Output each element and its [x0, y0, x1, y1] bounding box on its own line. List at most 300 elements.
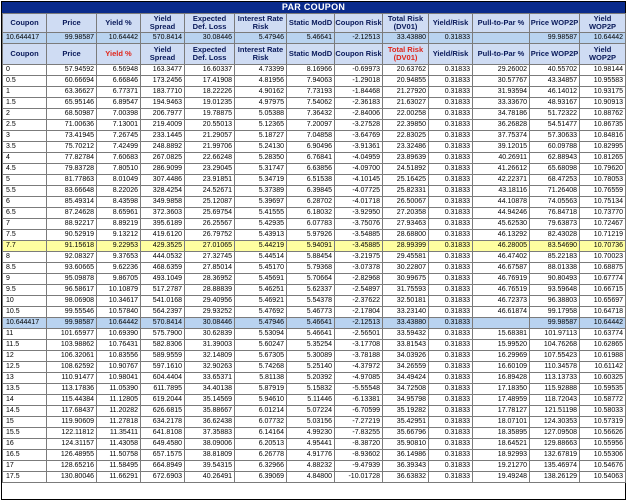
table-cell: 4.91776: [287, 450, 335, 461]
table-cell: 4: [3, 153, 47, 164]
table-cell: 5.03156: [287, 417, 335, 428]
table-cell: 65.95146: [47, 98, 97, 109]
table-cell: 13: [3, 373, 47, 384]
table-cell: 43.18116: [473, 186, 530, 197]
table-cell: 31.75593: [383, 285, 429, 296]
table-cell: 21.27920: [383, 87, 429, 98]
table-cell: 11: [3, 329, 47, 340]
table-cell: 21.99706: [185, 142, 235, 153]
table-cell: 40.26911: [473, 153, 530, 164]
table-cell: 10.54063: [580, 472, 626, 483]
table-cell: 122.11812: [47, 428, 97, 439]
table-cell: 46.47402: [473, 252, 530, 263]
table-cell: 32.90263: [185, 362, 235, 373]
table-cell: 575.7900: [141, 329, 185, 340]
table-row: [3, 142, 626, 153]
table-cell: 35.19282: [383, 406, 429, 417]
table-cell: 30.99675: [383, 274, 429, 285]
table-row: [3, 208, 626, 219]
table-cell: 5.46641: [287, 318, 335, 329]
table-cell: 10.55306: [580, 450, 626, 461]
table-cell: 5.34719: [235, 175, 287, 186]
table-cell: 115.92888: [530, 384, 580, 395]
table-cell: 286.9099: [141, 164, 185, 175]
table-cell: 10.64442: [580, 33, 626, 44]
table-cell: 35.14569: [185, 395, 235, 406]
table-cell: 106.32061: [47, 351, 97, 362]
table-cell: 101.65977: [47, 329, 97, 340]
table-cell: 31.39003: [185, 340, 235, 351]
table-cell: 5.74268: [235, 362, 287, 373]
table-cell: 115.44384: [47, 395, 97, 406]
table-cell: 19.21270: [473, 461, 530, 472]
table-cell: 0.31833: [429, 318, 473, 329]
table-cell: 33.33670: [473, 98, 530, 109]
table-cell: 6.20513: [235, 439, 287, 450]
table-cell: -3.27528: [335, 120, 383, 131]
table-cell: 0.31833: [429, 362, 473, 373]
table-cell: 28.88839: [185, 285, 235, 296]
table-cell: 31.93594: [473, 87, 530, 98]
table-cell: 36.63832: [383, 472, 429, 483]
table-cell: 45.62530: [473, 219, 530, 230]
table-cell: 85.49314: [47, 197, 97, 208]
table-cell: 17.48959: [473, 395, 530, 406]
table-cell: 63.36627: [47, 87, 97, 98]
table-cell: 657.1575: [141, 450, 185, 461]
table-cell: 5.11446: [287, 395, 335, 406]
table-cell: 99.98587: [47, 318, 97, 329]
table-cell: 99.98587: [47, 33, 97, 44]
table-cell: 664.8949: [141, 461, 185, 472]
table-cell: 10.64442: [97, 33, 141, 44]
table-cell: 19.49248: [473, 472, 530, 483]
table-cell: 34.26559: [383, 362, 429, 373]
table-row: [3, 87, 626, 98]
table-cell: 4.73399: [235, 65, 287, 76]
table-cell: 12: [3, 351, 47, 362]
table-cell: 10.644417: [3, 33, 47, 44]
table-cell: 44.10878: [473, 197, 530, 208]
table-cell: 38.81809: [185, 450, 235, 461]
table-cell: 85.22183: [530, 252, 580, 263]
table-cell: 0.31833: [429, 406, 473, 417]
table-cell: 9.62236: [97, 263, 141, 274]
table-cell: 4.84800: [287, 472, 335, 483]
table-cell: 5.47692: [235, 307, 287, 318]
table-cell: 248.8892: [141, 142, 185, 153]
column-header: Yield/Risk: [429, 14, 473, 33]
highlighted-row: [3, 241, 626, 252]
table-cell: 18.92993: [473, 450, 530, 461]
table-row: [3, 120, 626, 131]
table-cell: 349.9858: [141, 197, 185, 208]
table-cell: 10.86735: [580, 120, 626, 131]
table-cell: 79.63873: [530, 219, 580, 230]
table-cell: 44.94246: [473, 208, 530, 219]
table-cell: 95.09878: [47, 274, 97, 285]
table-cell: 33.43880: [383, 318, 429, 329]
table-cell: 5.30089: [287, 351, 335, 362]
table-cell: 6.07783: [287, 219, 335, 230]
table-cell: 649.4580: [141, 439, 185, 450]
table-cell: 7.04858: [287, 131, 335, 142]
table-cell: 0.31833: [429, 329, 473, 340]
table-cell: 38.09006: [185, 439, 235, 450]
table-cell: 7.00398: [97, 109, 141, 120]
table-cell: 10.63774: [580, 329, 626, 340]
table-cell: 4.95441: [287, 439, 335, 450]
table-cell: 25.82331: [383, 186, 429, 197]
table-cell: 16.60337: [185, 65, 235, 76]
table-cell: 5.88454: [287, 252, 335, 263]
table-cell: 5.35254: [287, 340, 335, 351]
table-cell: -3.45885: [335, 241, 383, 252]
table-cell: 5: [3, 175, 47, 186]
table-cell: 6.51538: [287, 175, 335, 186]
table-cell: 6.5: [3, 208, 47, 219]
table-cell: 173.2456: [141, 76, 185, 87]
table-cell: 74.05563: [530, 197, 580, 208]
table-cell: 626.6815: [141, 406, 185, 417]
table-row: [3, 219, 626, 230]
column-header: Price: [47, 44, 97, 65]
table-cell: -3.75076: [335, 219, 383, 230]
table-row: [3, 340, 626, 351]
table-cell: 10.64442: [580, 318, 626, 329]
table-row: [3, 296, 626, 307]
table-cell: 30.08446: [185, 33, 235, 44]
table-cell: 16.89428: [473, 373, 530, 384]
table-cell: 99.17958: [530, 307, 580, 318]
table-cell: 5.47946: [235, 318, 287, 329]
table-row: [3, 384, 626, 395]
table-cell: 0.31833: [429, 208, 473, 219]
table-cell: 82.43028: [530, 230, 580, 241]
table-cell: 17.5: [3, 472, 47, 483]
header-row-secondary: [3, 44, 626, 65]
table-row: [3, 197, 626, 208]
table-cell: 10.81265: [580, 153, 626, 164]
table-cell: 33.65371: [185, 373, 235, 384]
table-cell: 118.72043: [530, 395, 580, 406]
table-cell: 10.59535: [580, 384, 626, 395]
table-cell: 29.40956: [185, 296, 235, 307]
table-cell: 34.72508: [383, 384, 429, 395]
table-cell: -7.83255: [335, 428, 383, 439]
table-cell: 10.66715: [580, 285, 626, 296]
table-cell: 0.31833: [429, 340, 473, 351]
table-cell: 328.4254: [141, 186, 185, 197]
par-coupon-sheet: [1, 1, 626, 500]
table-cell: 87.24628: [47, 208, 97, 219]
table-cell: 10.79620: [580, 164, 626, 175]
table-cell: 6.07732: [235, 417, 287, 428]
table-cell: 22.00258: [383, 109, 429, 120]
table-cell: 0.31833: [429, 219, 473, 230]
table-cell: 163.3477: [141, 65, 185, 76]
table-cell: 30.57767: [473, 76, 530, 87]
table-cell: 5.60247: [235, 340, 287, 351]
table-cell: 10.76559: [580, 186, 626, 197]
table-cell: 34.49424: [383, 373, 429, 384]
table-cell: 71.00636: [47, 120, 97, 131]
column-header: Interest Rate Risk: [235, 14, 287, 33]
table-cell: 20.94855: [383, 76, 429, 87]
par-coupon-table: [2, 13, 626, 483]
table-cell: 25.69754: [185, 208, 235, 219]
table-cell: 8.89219: [97, 219, 141, 230]
table-cell: -7.27219: [335, 417, 383, 428]
table-cell: 641.8108: [141, 428, 185, 439]
table-cell: -3.54885: [335, 230, 383, 241]
table-cell: 9.86705: [97, 274, 141, 285]
table-cell: 35.90810: [383, 439, 429, 450]
table-cell: 30.22807: [383, 263, 429, 274]
table-cell: 24.52671: [185, 186, 235, 197]
table-cell: 46.72373: [473, 296, 530, 307]
table-cell: 5.45691: [235, 274, 287, 285]
table-cell: 517.2787: [141, 285, 185, 296]
table-cell: 10.95583: [580, 76, 626, 87]
table-cell: 23.89639: [383, 153, 429, 164]
table-cell: 20.63762: [383, 65, 429, 76]
table-row: [3, 274, 626, 285]
table-cell: 62.88943: [530, 153, 580, 164]
table-cell: -4.37972: [335, 362, 383, 373]
table-cell: 7.94063: [287, 76, 335, 87]
table-cell: 46.28005: [473, 241, 530, 252]
table-cell: 99.98587: [530, 318, 580, 329]
table-cell: 33.59432: [383, 329, 429, 340]
table-cell: -8.38720: [335, 439, 383, 450]
table-cell: 77.82784: [47, 153, 97, 164]
table-cell: 46.61874: [473, 307, 530, 318]
table-row: [3, 406, 626, 417]
table-cell: 37.75374: [473, 131, 530, 142]
column-header: Expected Def. Loss: [185, 14, 235, 33]
table-cell: 10.70023: [580, 252, 626, 263]
table-cell: 9.37653: [97, 252, 141, 263]
table-cell: 9.5: [3, 285, 47, 296]
table-row: [3, 109, 626, 120]
table-cell: 17.41908: [185, 76, 235, 87]
table-row: [3, 65, 626, 76]
table-cell: 0.31833: [429, 439, 473, 450]
table-cell: 108.62592: [47, 362, 97, 373]
table-cell: 35.66796: [383, 428, 429, 439]
table-cell: 79.83728: [47, 164, 97, 175]
table-row: [3, 98, 626, 109]
table-cell: 11.58495: [97, 461, 141, 472]
table-cell: 23.32486: [383, 142, 429, 153]
table-cell: 10.67774: [580, 274, 626, 285]
table-cell: 34.40138: [185, 384, 235, 395]
table-cell: 25.12087: [185, 197, 235, 208]
table-cell: 9: [3, 274, 47, 285]
table-cell: 619.2044: [141, 395, 185, 406]
table-cell: 570.8414: [141, 33, 185, 44]
table-row: [3, 153, 626, 164]
table-cell: 1: [3, 87, 47, 98]
column-header: Yield %: [97, 14, 141, 33]
table-cell: 42.22371: [473, 175, 530, 186]
table-cell: 93.59648: [530, 285, 580, 296]
table-cell: 83.66648: [47, 186, 97, 197]
table-cell: 0.31833: [429, 142, 473, 153]
table-cell: 91.15618: [47, 241, 97, 252]
table-cell: 29.26002: [473, 65, 530, 76]
table-cell: 2: [3, 109, 47, 120]
table-cell: 15.68381: [473, 329, 530, 340]
table-cell: -3.07378: [335, 263, 383, 274]
table-cell: 32.14809: [185, 351, 235, 362]
table-cell: 27.85014: [185, 263, 235, 274]
table-cell: 65.68098: [530, 164, 580, 175]
table-cell: 4.5: [3, 164, 47, 175]
column-header: Yield Spread: [141, 44, 185, 65]
table-row: [3, 230, 626, 241]
table-cell: 10.65697: [580, 296, 626, 307]
table-cell: 90.80493: [530, 274, 580, 285]
table-cell: 10.90767: [97, 362, 141, 373]
table-cell: 0.31833: [429, 274, 473, 285]
table-cell: 0.31833: [429, 241, 473, 252]
column-header: Yield %: [97, 44, 141, 65]
table-cell: 48.93167: [530, 98, 580, 109]
table-cell: -9.47939: [335, 461, 383, 472]
table-row: [3, 329, 626, 340]
table-cell: 99.55546: [47, 307, 97, 318]
table-cell: 29.93252: [185, 307, 235, 318]
table-row: [3, 76, 626, 87]
table-cell: -8.93602: [335, 450, 383, 461]
table-cell: 17.78127: [473, 406, 530, 417]
table-cell: 46.67587: [473, 263, 530, 274]
table-cell: 113.13733: [530, 373, 580, 384]
column-header: Yield Spread: [141, 14, 185, 33]
table-cell: 11.20282: [97, 406, 141, 417]
table-cell: 68.47253: [530, 175, 580, 186]
table-cell: 597.1610: [141, 362, 185, 373]
table-cell: 5.62337: [287, 285, 335, 296]
table-cell: 7.42499: [97, 142, 141, 153]
table-cell: 10.60325: [580, 373, 626, 384]
table-cell: 6.89547: [97, 98, 141, 109]
table-cell: 29.45581: [383, 252, 429, 263]
table-cell: 0.31833: [429, 186, 473, 197]
table-cell: 444.0532: [141, 252, 185, 263]
table-cell: 5.28350: [235, 153, 287, 164]
table-cell: 8.22026: [97, 186, 141, 197]
table-cell: 5.79368: [287, 263, 335, 274]
table-cell: 10.73770: [580, 208, 626, 219]
column-header: Pull-to-Par %: [473, 14, 530, 33]
column-header: Coupon Risk: [335, 14, 383, 33]
table-cell: 5.25140: [287, 362, 335, 373]
table-cell: 21.29057: [185, 131, 235, 142]
table-cell: 0.31833: [429, 263, 473, 274]
table-cell: 11.5: [3, 340, 47, 351]
table-row: [3, 373, 626, 384]
table-cell: 468.6359: [141, 263, 185, 274]
table-row: [3, 175, 626, 186]
table-cell: -2.54897: [335, 285, 383, 296]
table-cell: 57.94592: [47, 65, 97, 76]
table-cell: -2.12513: [335, 318, 383, 329]
table-cell: 6.26778: [235, 450, 287, 461]
table-cell: 672.6903: [141, 472, 185, 483]
table-cell: 110.91477: [47, 373, 97, 384]
table-cell: 41.26612: [473, 164, 530, 175]
table-cell: 0.31833: [429, 373, 473, 384]
table-cell: 3.5: [3, 142, 47, 153]
table-cell: 8.43598: [97, 197, 141, 208]
header-row-top: [3, 14, 626, 33]
table-cell: 28.68800: [383, 230, 429, 241]
table-cell: [473, 318, 530, 329]
table-cell: 119.90609: [47, 417, 97, 428]
table-row: [3, 439, 626, 450]
table-cell: 6.56948: [97, 65, 141, 76]
table-cell: 10.76431: [97, 340, 141, 351]
table-row: [3, 252, 626, 263]
table-cell: 6.14164: [235, 428, 287, 439]
table-cell: 68.50987: [47, 109, 97, 120]
table-cell: 4.81956: [235, 76, 287, 87]
table-cell: 92.08327: [47, 252, 97, 263]
column-header: Total Risk (DV01): [383, 14, 429, 33]
table-cell: 7.60683: [97, 153, 141, 164]
table-cell: 5.45170: [235, 263, 287, 274]
table-cell: 2.5: [3, 120, 47, 131]
table-cell: 611.7895: [141, 384, 185, 395]
table-cell: 0.31833: [429, 76, 473, 87]
table-cell: [473, 33, 530, 44]
table-cell: 267.0825: [141, 153, 185, 164]
table-cell: 17.18350: [473, 384, 530, 395]
table-cell: 104.76268: [530, 340, 580, 351]
table-cell: 11.05390: [97, 384, 141, 395]
table-cell: 15: [3, 417, 47, 428]
table-cell: 113.17836: [47, 384, 97, 395]
table-cell: 5.46251: [235, 285, 287, 296]
table-cell: -1.29018: [335, 76, 383, 87]
table-row: [3, 285, 626, 296]
table-row: [3, 362, 626, 373]
table-cell: 19.01235: [185, 98, 235, 109]
table-cell: 10.54676: [580, 461, 626, 472]
table-cell: 33.43880: [383, 33, 429, 44]
table-cell: 7.26745: [97, 131, 141, 142]
table-cell: 40.26491: [185, 472, 235, 483]
table-cell: 28.99399: [383, 241, 429, 252]
table-cell: 51.72322: [530, 109, 580, 120]
table-cell: 6.32966: [235, 461, 287, 472]
table-cell: 10.70736: [580, 241, 626, 252]
table-cell: 10.83556: [97, 351, 141, 362]
table-cell: 107.55423: [530, 351, 580, 362]
table-cell: 5.12365: [235, 120, 287, 131]
table-cell: -6.70599: [335, 406, 383, 417]
table-cell: -3.91361: [335, 142, 383, 153]
sheet-title: PAR COUPON: [2, 2, 625, 13]
table-cell: 14.5: [3, 406, 47, 417]
table-row: [3, 395, 626, 406]
table-cell: -2.82968: [335, 274, 383, 285]
table-cell: 8.01049: [97, 175, 141, 186]
table-cell: -6.13381: [335, 395, 383, 406]
